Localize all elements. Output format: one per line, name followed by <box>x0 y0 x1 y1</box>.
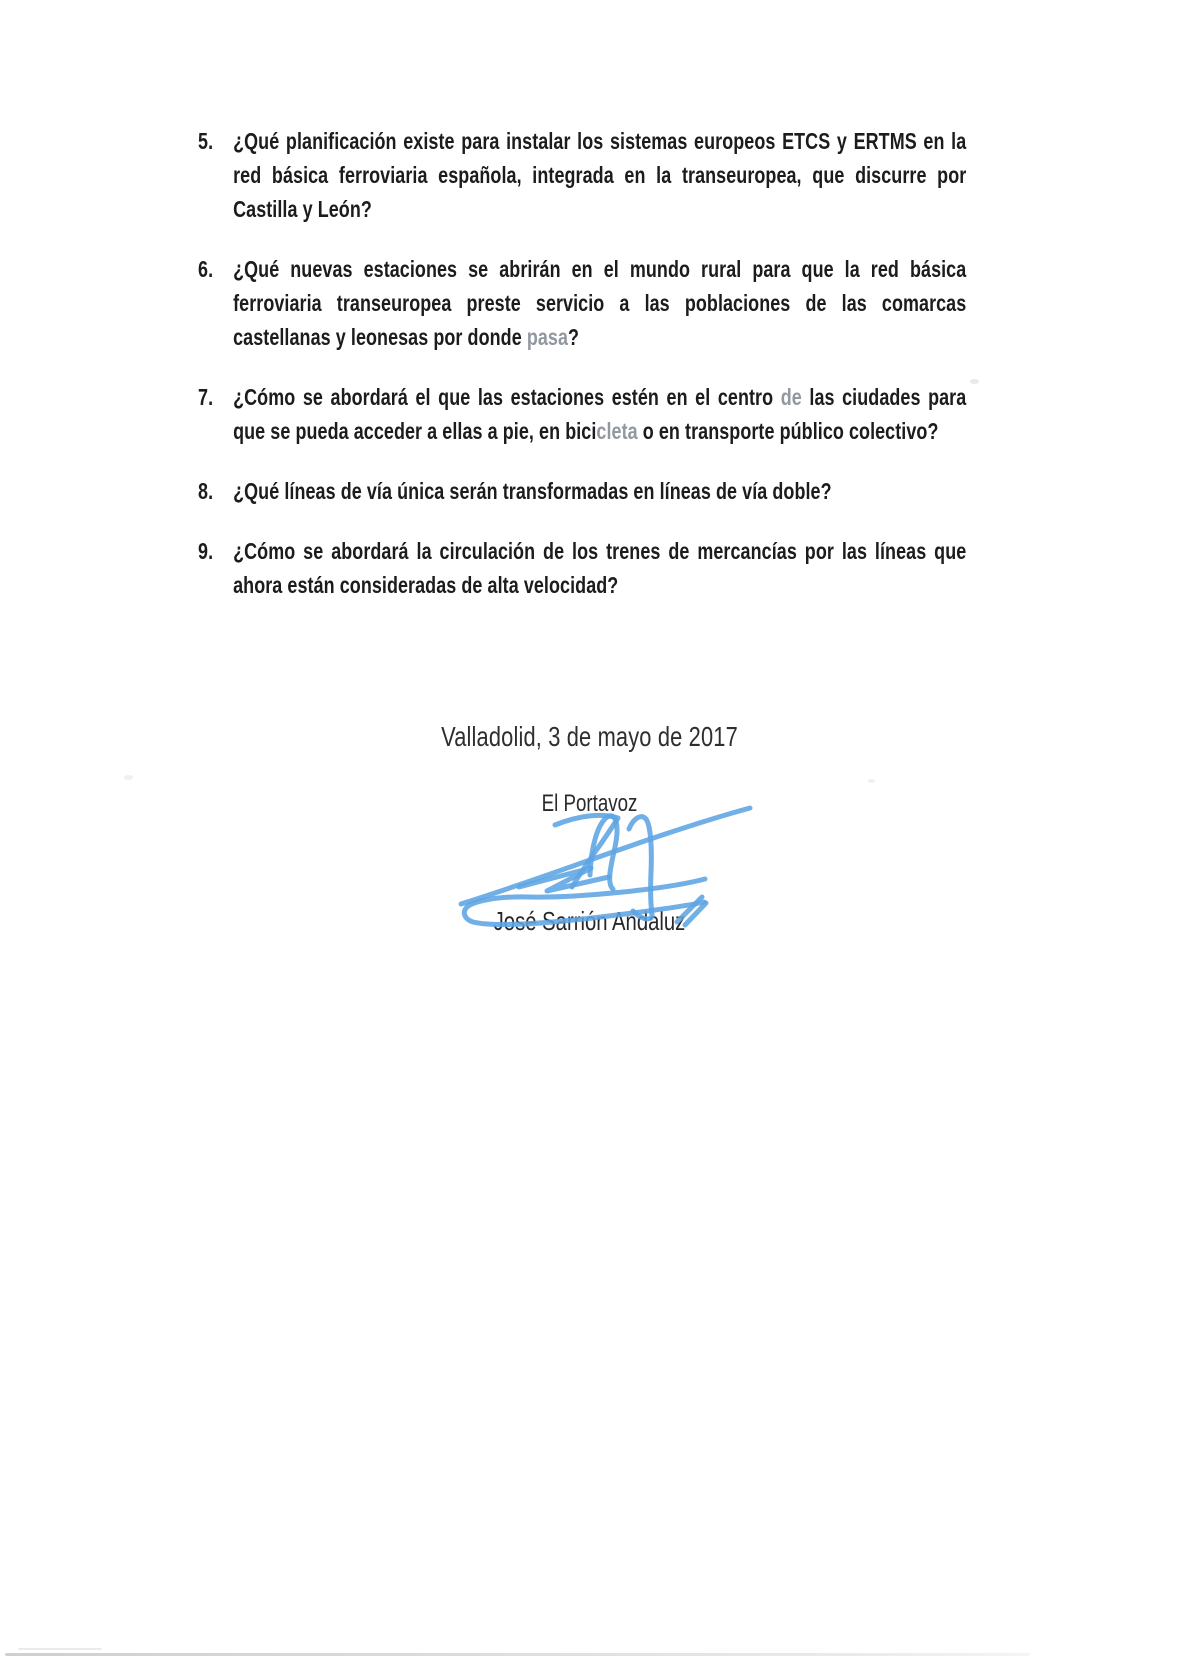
question-number: 7. <box>198 384 214 410</box>
questions-list <box>198 124 966 628</box>
signer-name: José Sarrión Andaluz <box>493 906 686 936</box>
question-text-segment: ¿Qué planificación existe para instalar los sistemas europeos ETCS y ERTMS en la red básica ferroviaria española, integrada en la transeuropea, que discurre por Castilla y León? <box>233 128 967 222</box>
dateline: Valladolid, 3 de mayo de 2017 <box>441 721 738 752</box>
question-text-segment: ¿Cómo se abordará la circulación de los trenes de mercancías por las líneas que ahora están consideradas de alta velocidad? <box>233 538 967 598</box>
question-text-segment: ¿Qué líneas de vía única serán transformadas en líneas de vía doble? <box>233 478 832 504</box>
question-text <box>226 380 966 448</box>
question-item <box>198 474 966 508</box>
signature-stroke-loop-left <box>590 816 617 889</box>
question-item <box>198 380 966 448</box>
scan-artifact-line-small <box>18 1648 102 1650</box>
question-text-muted-segment: de <box>780 384 802 410</box>
scan-speck <box>970 379 979 384</box>
question-number: 6. <box>198 256 214 282</box>
question-text <box>226 534 966 602</box>
scan-speck <box>124 775 133 780</box>
signature-stroke-diagonal <box>461 808 750 904</box>
signature-stroke-seven <box>555 815 618 887</box>
question-text-segment: ? <box>568 324 580 350</box>
question-text-segment: ¿Qué nuevas estaciones se abrirán en el mundo rural para que la red básica ferroviaria transeuropea preste servicio a las poblaciones de las comarcas castellanas y leonesas por donde <box>233 256 967 350</box>
question-item <box>198 252 966 354</box>
question-number: 9. <box>198 538 214 564</box>
question-text-muted-segment: cleta <box>596 418 638 444</box>
question-text-segment: o en transporte público colectivo? <box>637 418 939 444</box>
question-item <box>198 124 966 226</box>
signer-role: El Portavoz <box>541 790 638 817</box>
question-text <box>226 124 966 226</box>
question-text-segment: las ciudades para que se pueda acceder a ellas a pie, en bici <box>233 384 967 444</box>
question-text-segment: ¿Cómo se abordará el que las estaciones estén en el centro <box>233 384 781 410</box>
signature-stroke-loop-right <box>629 817 652 919</box>
question-number: 5. <box>198 128 214 154</box>
scan-speck <box>868 779 875 783</box>
question-text-muted-segment: pasa <box>526 324 569 350</box>
question-text <box>226 474 966 508</box>
scan-artifact-line <box>5 1653 1030 1656</box>
question-text <box>226 252 966 354</box>
signature-stroke-zigzag <box>519 868 609 891</box>
question-item <box>198 534 966 602</box>
question-number: 8. <box>198 478 214 504</box>
